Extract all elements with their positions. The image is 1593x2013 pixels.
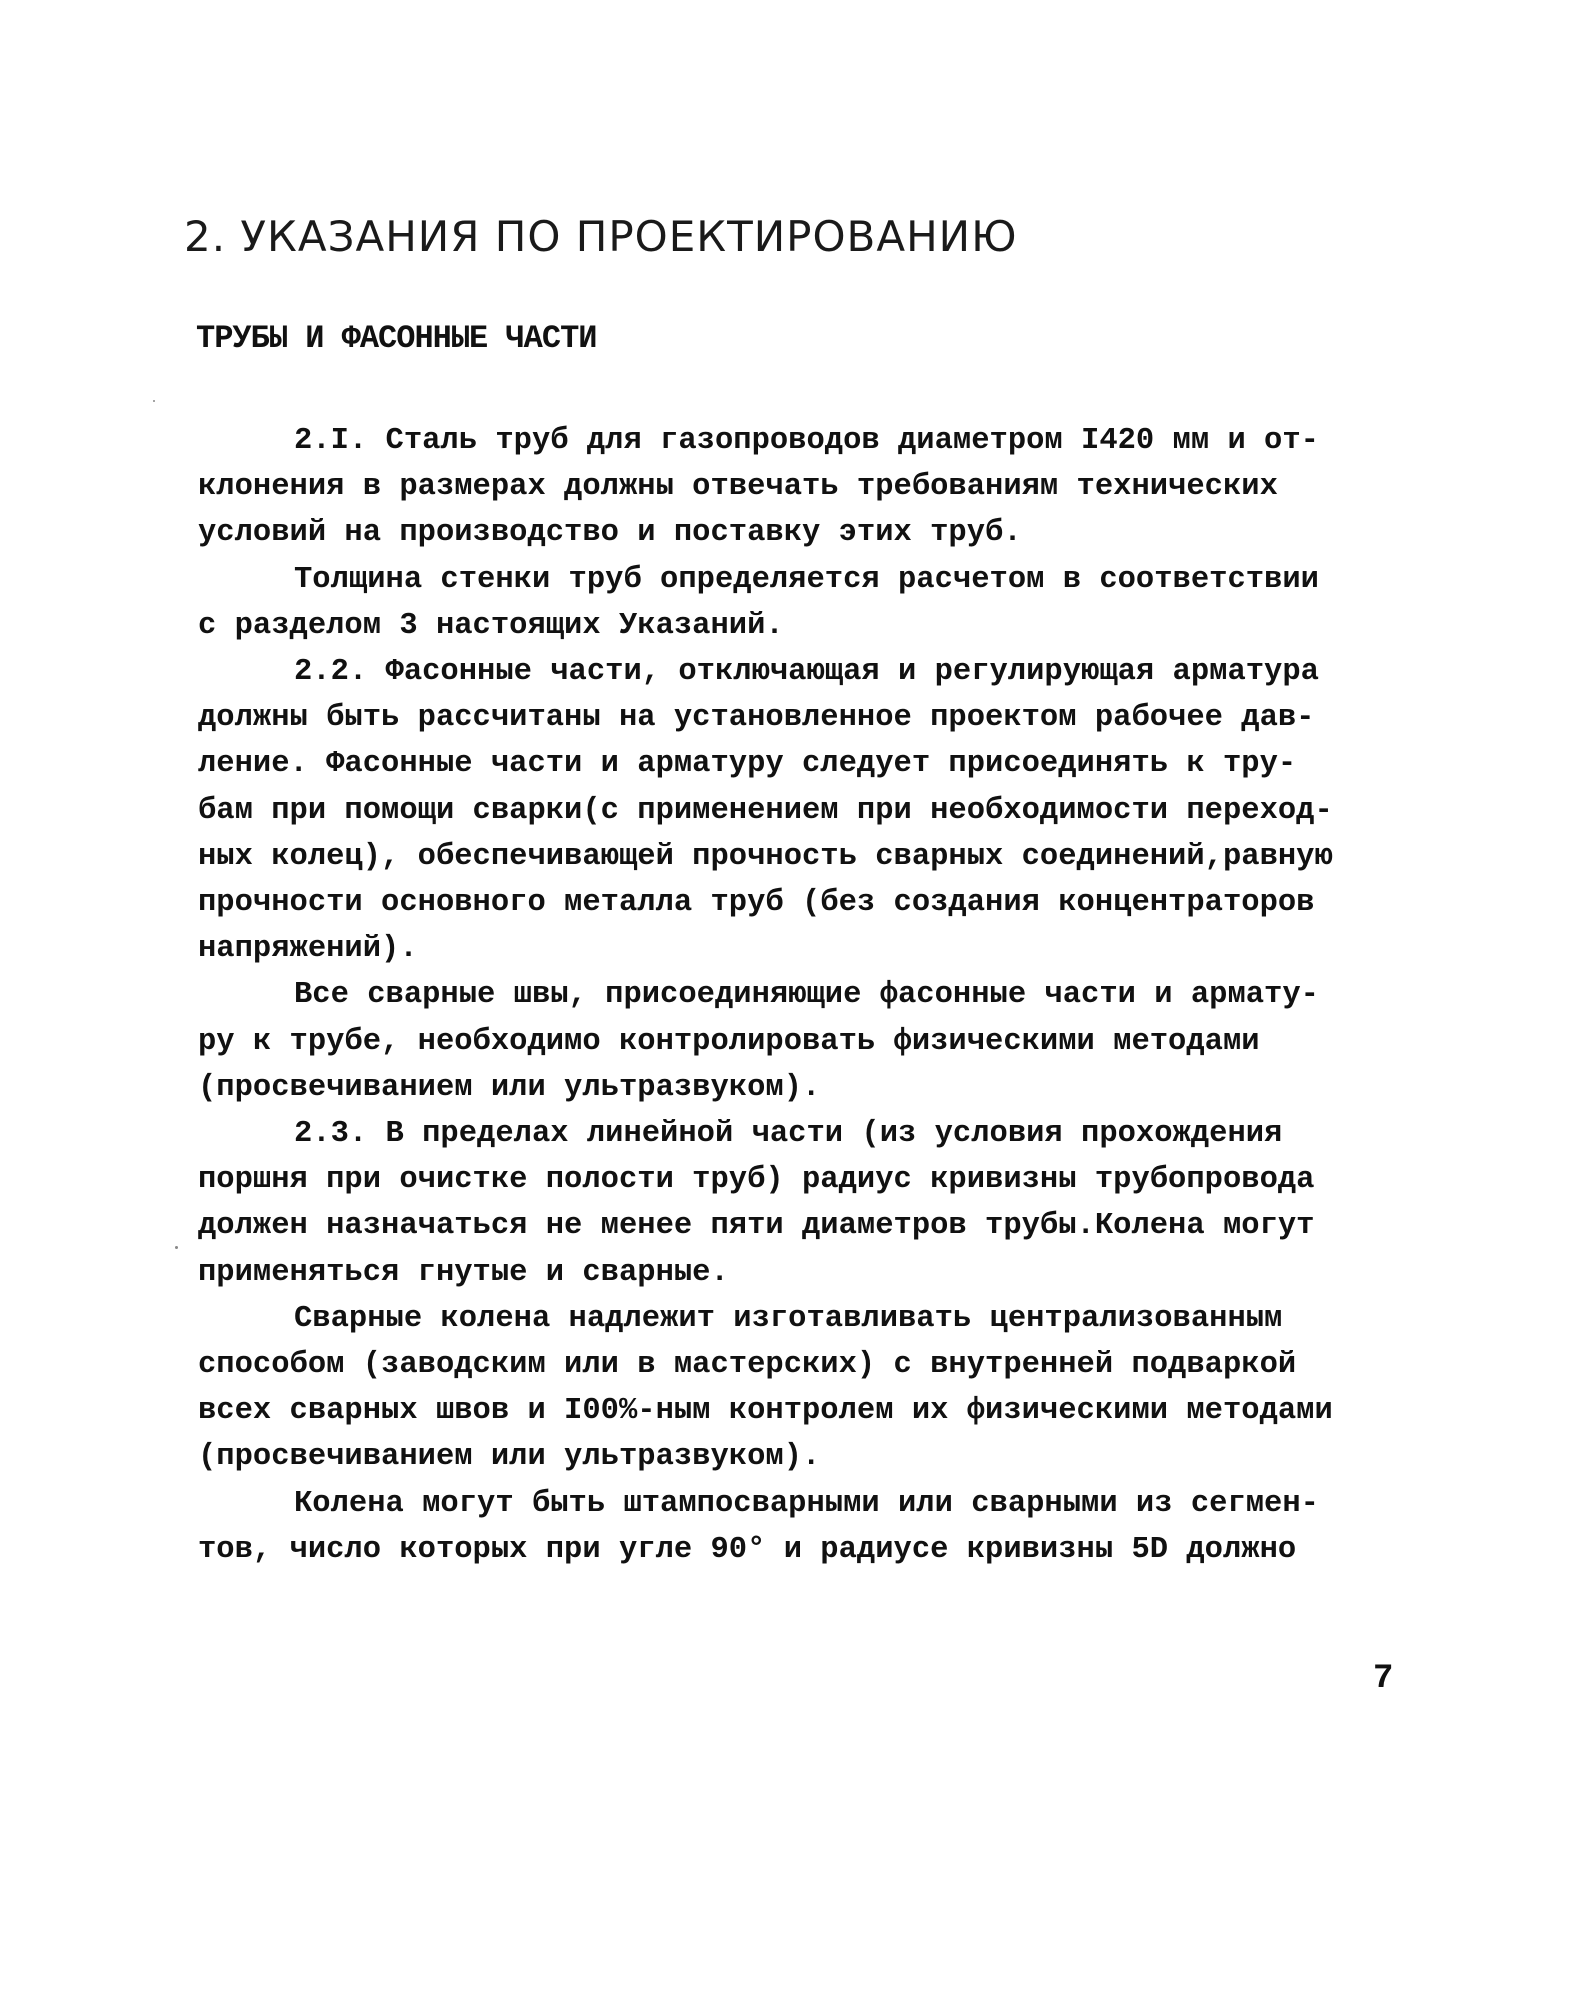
section-heading: 2. УКАЗАНИЯ ПО ПРОЕКТИРОВАНИЮ <box>184 212 1018 261</box>
text-line: ление. Фасонные части и арматуру следует присоединять к тру- <box>198 747 1297 782</box>
text-line: с разделом 3 настоящих Указаний. <box>198 608 784 643</box>
text-line: тов, число которых при угле 90° и радиусе кривизны 5D должно <box>198 1532 1297 1567</box>
text-line: поршня при очистке полости труб) радиус кривизны трубопровода <box>198 1163 1315 1198</box>
text-line: 2.3. В пределах линейной части (из условия прохождения <box>294 1117 1283 1152</box>
text-line: условий на производство и поставку этих труб. <box>198 516 1022 551</box>
text-line: клонения в размерах должны отвечать требованиям технических <box>198 470 1278 505</box>
text-line: применяться гнутые и сварные. <box>198 1255 729 1290</box>
text-line: 2.2. Фасонные части, отключающая и регулирующая арматура <box>294 655 1319 690</box>
text-line: способом (заводским или в мастерских) с внутренней подваркой <box>198 1348 1297 1383</box>
text-line: ру к трубе, необходимо контролировать физическими методами <box>198 1024 1260 1059</box>
scan-speck <box>153 400 155 402</box>
text-line: Сварные колена надлежит изготавливать централизованным <box>294 1301 1283 1336</box>
page-number: 7 <box>1373 1660 1394 1698</box>
text-line: (просвечиванием или ультразвуком). <box>198 1440 821 1475</box>
text-line: бам при помощи сварки(с применением при необходимости переход- <box>198 793 1333 828</box>
text-line: должны быть рассчитаны на установленное проектом рабочее дав- <box>198 701 1315 736</box>
body-text <box>198 418 1448 1573</box>
subsection-heading: ТРУБЫ И ФАСОННЫЕ ЧАСТИ <box>196 320 597 357</box>
text-line: должен назначаться не менее пяти диаметров трубы.Колена могут <box>198 1209 1315 1244</box>
scan-speck <box>175 1246 178 1249</box>
text-line: всех сварных швов и I00%-ным контролем их физическими методами <box>198 1394 1333 1429</box>
text-line: прочности основного металла труб (без создания концентраторов <box>198 886 1315 921</box>
text-line: Все сварные швы, присоединяющие фасонные части и армату- <box>294 978 1319 1013</box>
text-line: напряжений). <box>198 932 418 967</box>
text-line: (просвечиванием или ультразвуком). <box>198 1070 821 1105</box>
text-line: ных колец), обеспечивающей прочность сварных соединений,равную <box>198 839 1333 874</box>
text-line: Колена могут быть штампосварными или сварными из сегмен- <box>294 1486 1319 1521</box>
text-line: 2.I. Сталь труб для газопроводов диаметром I420 мм и от- <box>294 424 1319 458</box>
text-line: Толщина стенки труб определяется расчетом в соответствии <box>294 562 1319 597</box>
